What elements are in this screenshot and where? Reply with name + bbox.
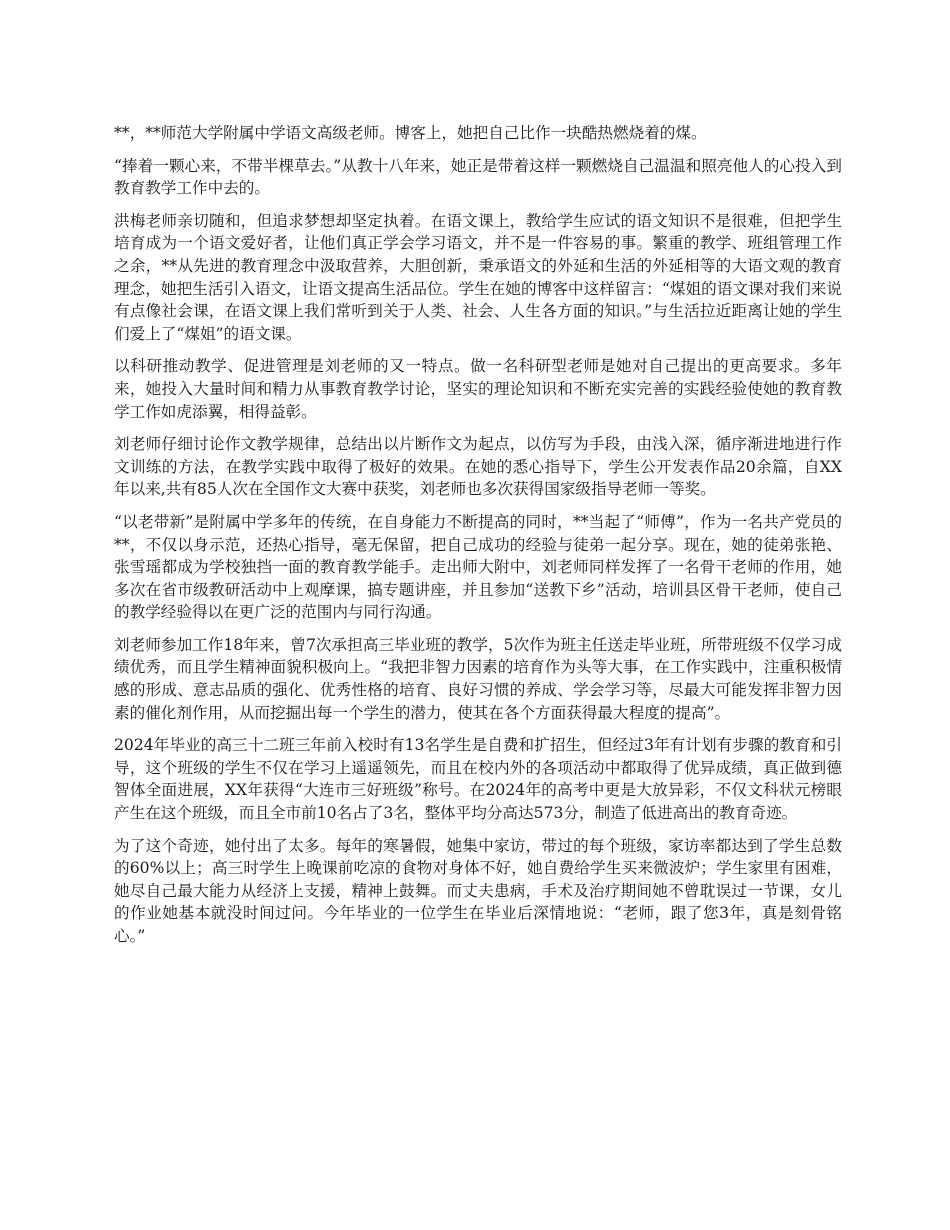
paragraph-chinese-teaching: 洪梅老师亲切随和，但追求梦想却坚定执着。在语文课上，教给学生应试的语文知识不是很难，但把学生培育成为一个语文爱好者，让他们真正学会学习语文，并不是一件容易的事。繁重的教学、班组管理工作之余，**从先进的教育理念中汲取营养，大胆创新，秉承语文的外延和生活的外延相等的大语文观的教育理念，她把生活引入语文，让语文提高生活品位。学生在她的博客中这样留言：“煤姐的语文课对我们来说有点像社会课，在语文课上我们常听到关于人类、社会、人生各方面的知识。”与生活拉近距离让她的学生们爱上了“煤姐”的语文课。 (114, 211, 842, 343)
document-body (114, 122, 842, 958)
paragraph-writing: 刘老师仔细讨论作文教学规律，总结出以片断作文为起点，以仿写为手段，由浅入深，循序渐进地进行作文训练的方法，在教学实践中取得了极好的效果。在她的悉心指导下，学生公开发表作品20余篇，自XX年以来,共有85人次在全国作文大赛中获奖，刘老师也多次获得国家级指导老师一等奖。 (114, 435, 842, 499)
paragraph-mentoring: “以老带新”是附属中学多年的传统，在自身能力不断提高的同时，**当起了“师傅”，作为一名共产党员的**，不仅以身示范，还热心指导，毫无保留，把自己成功的经验与徒弟一起分享。现在，她的徒弟张艳、张雪瑶都成为学校独挡一面的教育教学能手。走出师大附中，刘老师同样发挥了一名骨干老师的作用，她多次在省市级教研活动中上观摩课，搞专题讲座，并且参加“送教下乡”活动，培训县区骨干老师，使自己的教学经验得以在更广泛的范围内与同行沟通。 (114, 512, 842, 622)
paragraph-graduating-classes: 刘老师参加工作18年来，曾7次承担高三毕业班的教学，5次作为班主任送走毕业班，所带班级不仅学习成绩优秀，而且学生精神面貌积极向上。“我把非智力因素的培育作为头等大事，在工作实践中，注重积极情感的形成、意志品质的强化、优秀性格的培育、良好习惯的养成、学会学习等，尽最大可能发挥非智力因素的催化剂作用，从而挖掘出每一个学生的潜力，使其在各个方面获得最大程度的提高”。 (114, 635, 842, 722)
paragraph-class-achievement: 2024年毕业的高三十二班三年前入校时有13名学生是自费和扩招生，但经过3年有计划有步骤的教育和引导，这个班级的学生不仅在学习上遥遥领先，而且在校内外的各项活动中都取得了优异成绩，真正做到德智体全面进展，XX年获得“大连市三好班级”称号。在2024年的高考中更是大放异彩，不仅文科状元榜眼产生在这个班级，而且全市前10名占了3名，整体平均分高达573分，制造了低进高出的教育奇迹。 (114, 736, 842, 823)
paragraph-intro: **，**师范大学附属中学语文高级老师。博客上，她把自己比作一块酷热燃烧着的煤。 (114, 124, 707, 142)
paragraph-research: 以科研推动教学、促进管理是刘老师的又一特点。做一名科研型老师是她对自己提出的更高要求。多年来，她投入大量时间和精力从事教育教学讨论，坚实的理论知识和不断充实完善的实践经验使她的教育教学工作如虎添翼，相得益彰。 (114, 357, 842, 421)
paragraph-dedication: 为了这个奇迹，她付出了太多。每年的寒暑假，她集中家访，带过的每个班级，家访率都达到了学生总数的60%以上；高三时学生上晚课前吃凉的食物对身体不好，她自费给学生买来微波炉；学生家里有困难，她尽自己最大能力从经济上支援，精神上鼓舞。而丈夫患病，手术及治疗期间她不曾耽误过一节课，女儿的作业她基本就没时间过问。今年毕业的一位学生在毕业后深情地说：“老师，跟了您3年，真是刻骨铭心。” (114, 836, 842, 945)
paragraph-quote: “捧着一颗心来，不带半棵草去。”从教十八年来，她正是带着这样一颗燃烧自己温温和照亮他人的心投入到教育教学工作中去的。 (114, 156, 842, 198)
